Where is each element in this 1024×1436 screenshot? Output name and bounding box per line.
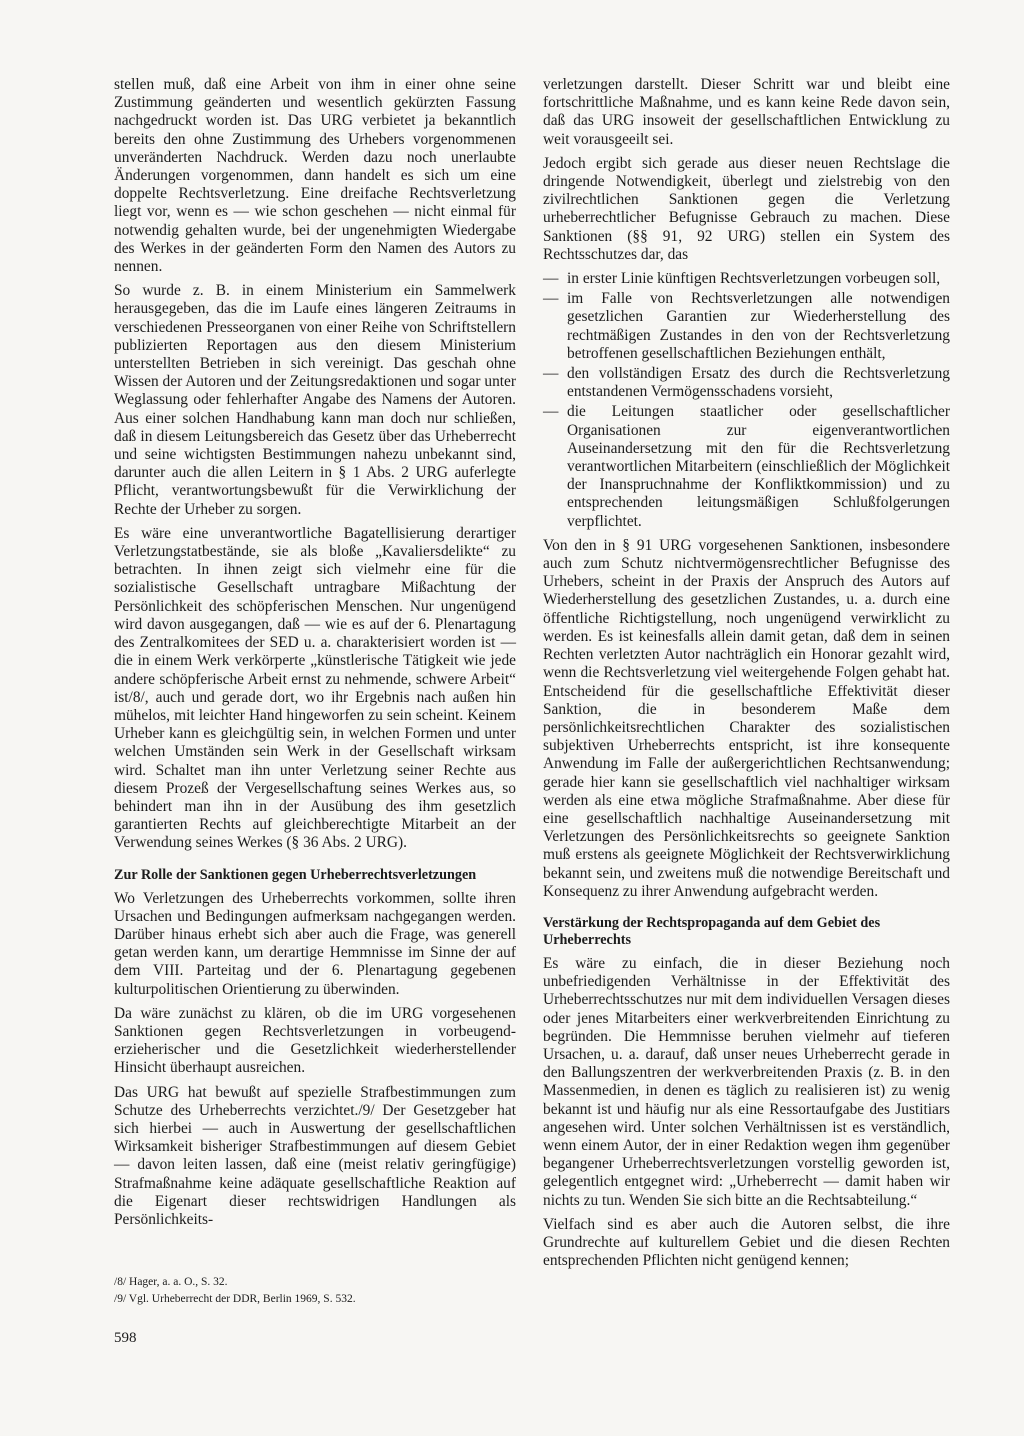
list-item: — in erster Linie künftigen Rechtsverletzungen vorbeugen soll, bbox=[543, 270, 950, 288]
paragraph: Jedoch ergibt sich gerade aus dieser neuen Rechtslage die dringende Notwendigkeit, überlegt und zielstrebig von den zivilrechtlichen Sanktionen gegen die Verletzung urheberrechtlicher Befugnisse Gebrauch zu machen. Diese Sanktionen (§§ 91, 92 URG) stellen ein System des Rechtsschutzes dar, das bbox=[543, 154, 950, 263]
list-item: — die Leitungen staatlicher oder gesellschaftlicher Organisationen zur eigenverantwortlichen Auseinandersetzung mit den für die Rechtsverletzung verantwortlichen Mitarbeitern (einschließlich der Möglichkeit der Inanspruchnahme der Konfliktkommission) und zu entsprechenden leitungsmäßigen Schlußfolgerungen verpflichtet. bbox=[543, 403, 950, 530]
paragraph: verletzungen darstellt. Dieser Schritt war und bleibt eine fortschrittliche Maßnahme, und es kann keine Rede davon sein, daß das URG insoweit der gesellschaftlichen Entwicklung zu weit vorausgeeilt sei. bbox=[543, 76, 950, 148]
dash-list bbox=[543, 270, 950, 531]
paragraph: Von den in § 91 URG vorgesehenen Sanktionen, insbesondere auch zum Schutz nichtvermögensrechtlicher Befugnisse des Urhebers, scheint in der Praxis der Anspruch des Autors auf Wiederherstellung des gesetzlichen Zustandes, u. a. durch eine öffentliche Richtigstellung, noch ungenügend verwirklicht zu werden. Es ist keinesfalls allein damit getan, daß dem in seinen Rechten verletzten Autor nachträglich ein Honorar gezahlt wird, wenn die Rechtsverletzung viel weitergehende Folgen gehabt hat. Entscheidend für die gesellschaftliche Effektivität dieser Sanktion, die in besonderem Maße dem persönlichkeitsrechtlichen Charakter des sozialistischen subjektiven Urheberrechts entspricht, ist ihre konsequente Anwendung im Falle der außergerichtlichen Rechtsanwendung; gerade hier kann sie gesellschaftlich viel nachhaltiger wirksam werden als eine etwa mögliche Strafmaßnahme. Aber diese für eine gesellschaftlich nachhaltige Auseinandersetzung mit Verletzungen des Persönlichkeitsrechts so geeignete Sanktion muß erstens als geeignete Möglichkeit der Rechtsverwirklichung bekannt sein, und zweitens muß die notwendige Bereitschaft und Konsequenz zu ihrer Anwendung aufgebracht werden. bbox=[543, 536, 950, 900]
paragraph: Vielfach sind es aber auch die Autoren selbst, die ihre Grundrechte auf kulturellem Gebiet und die diesen Rechten entsprechenden Pflichten nicht genügend kennen; bbox=[543, 1215, 950, 1270]
paragraph: Wo Verletzungen des Urheberrechts vorkommen, sollte ihren Ursachen und Bedingungen aufmerksam nachgegangen werden. Darüber hinaus erhebt sich aber auch die Frage, was generell getan werden kann, um derartige Hemmnisse im Sinne der auf dem VIII. Parteitag und der 6. Plenartagung gegebenen kulturpolitischen Orientierung zu überwinden. bbox=[114, 889, 516, 998]
paragraph: Es wäre zu einfach, die in dieser Beziehung noch unbefriedigenden Verhältnisse in der Effektivität des Urheberrechtsschutzes nur mit dem individuellen Versagen dieses oder jenes Mitarbeiters einer werkverbreitenden Einrichtung zu begründen. Die Hemmnisse beruhen vielmehr auf tieferen Ursachen, u. a. darauf, daß unser neues Urheberrecht gerade in den Ballungszentren der werkverbreitenden Praxis (z. B. in den Massenmedien, in denen es täglich zu realisieren ist) zu wenig bekannt ist und häufig nur als eine Ressortaufgabe des Justitiars angesehen wird. Unter solchen Verhältnissen ist es verständlich, wenn einem Autor, der in einer Redaktion wegen ihm gegenüber begangener Urheberrechtsverletzungen vorstellig geworden ist, gelegentlich entgegnet wird: „Urheberrecht — damit haben wir nichts zu tun. Wenden Sie sich bitte an die Rechtsabteilung.“ bbox=[543, 954, 950, 1209]
right-column bbox=[543, 76, 950, 1276]
footnotes bbox=[114, 1274, 516, 1308]
paragraph: So wurde z. B. in einem Ministerium ein Sammelwerk herausgegeben, das die im Laufe eines längeren Zeitraums in verschiedenen Presseorganen von einer Reihe von Schriftstellern publizierten Reportagen aus den diesem Ministerium unterstellten Betrieben in sich vereinigt. Das geschah ohne Wissen der Autoren und der Zeitungsredaktionen und sogar unter Weglassung oder fehlerhafter Angabe des Namens der Autoren. Aus einer solchen Handhabung kann man doch nur schließen, daß in diesem Leitungsbereich das Gesetz über das Urheberrecht und seine wichtigsten Bestimmungen nahezu unbekannt sind, darunter auch die allen Leitern in § 1 Abs. 2 URG auferlegte Pflicht, verantwortungsbewußt für die Verwirklichung der Rechte der Urheber zu sorgen. bbox=[114, 282, 516, 518]
paragraph: stellen muß, daß eine Arbeit von ihm in einer ohne seine Zustimmung geänderten und wesentlich gekürzten Fassung nachgedruckt worden ist. Das URG verbietet ja bekanntlich bereits den ohne Zustimmung des Urhebers vorgenommenen unveränderten Nachdruck. Werden dazu noch unerlaubte Änderungen vorgenommen, dann handelt es sich um eine doppelte Rechtsverletzung. Eine dreifache Rechtsverletzung liegt vor, wenn es — wie schon geschehen — nicht einmal für notwendig gehalten wurde, bei der ungenehmigten Wiedergabe des Werkes in der geänderten Form den Namen des Autors zu nennen. bbox=[114, 76, 516, 276]
paragraph: Es wäre eine unverantwortliche Bagatellisierung derartiger Verletzungstatbestände, sie als bloße „Kavaliersdelikte“ zu betrachten. In ihnen zeigt sich vielmehr eine für die sozialistische Gesellschaft untragbare Mißachtung der Persönlichkeit des schöpferischen Menschen. Nur ungenügend wird davon ausgegangen, daß — wie es auf der 6. Plenartagung des Zentralkomitees der SED u. a. charakterisiert worden ist — die in einem Werk verkörperte „künstlerische Tätigkeit wie jede andere schöpferische Arbeit ernst zu nehmende, schwere Arbeit“ ist/8/, auch und gerade dort, wo ihr Ergebnis nach außen hin mühelos, mit leichter Hand hingeworfen zu sein scheint. Keinem Urheber kann es gleichgültig sein, in welchen Formen und unter welchen Umständen sein Werk in der Gesellschaft wirksam wird. Schaltet man ihn unter Verletzung seiner Rechte aus diesem Prozeß der Vergesellschaftung seines Werkes aus, so behindert man ihn in der Ausübung des ihm gesetzlich garantierten Rechts auf gleichberechtigte Mitarbeit an der Verwendung seines Werkes (§ 36 Abs. 2 URG). bbox=[114, 524, 516, 852]
list-item: — im Falle von Rechtsverletzungen alle notwendigen gesetzlichen Garantien zur Wiederherstellung des rechtmäßigen Zustandes in den von der Rechtsverletzung betroffenen gesellschaftlichen Beziehungen enthält, bbox=[543, 290, 950, 363]
paragraph: Da wäre zunächst zu klären, ob die im URG vorgesehenen Sanktionen gegen Rechtsverletzungen in vorbeugend-erzieherischer und die Gesetzlichkeit wiederherstellender Hinsicht überhaupt ausreichen. bbox=[114, 1004, 516, 1077]
left-column bbox=[114, 76, 516, 1235]
section-heading: Zur Rolle der Sanktionen gegen Urheberrechtsverletzungen bbox=[114, 866, 477, 883]
paragraph: Das URG hat bewußt auf spezielle Strafbestimmungen zum Schutze des Urheberrechts verzichtet./9/ Der Gesetzgeber hat sich hierbei — auch in Auswertung der gesellschaftlichen Wirksamkeit bisheriger Strafbestimmungen auf diesem Gebiet — davon leiten lassen, daß eine (meist relativ geringfügige) Strafmaßnahme keine adäquate gesellschaftliche Reaktion auf die Eigenart dieser rechtswidrigen Handlungen als Persönlichkeits- bbox=[114, 1083, 516, 1228]
list-item: — den vollständigen Ersatz des durch die Rechtsverletzung entstandenen Vermögensschadens vorsieht, bbox=[543, 365, 950, 401]
section-heading: Verstärkung der Rechtspropaganda auf dem Gebiet des Urheberrechts bbox=[543, 914, 881, 948]
footnote: /8/ Hager, a. a. O., S. 32. bbox=[114, 1276, 228, 1288]
footnote: /9/ Vgl. Urheberrecht der DDR, Berlin 1969, S. 532. bbox=[114, 1293, 356, 1305]
page-number: 598 bbox=[114, 1330, 137, 1346]
